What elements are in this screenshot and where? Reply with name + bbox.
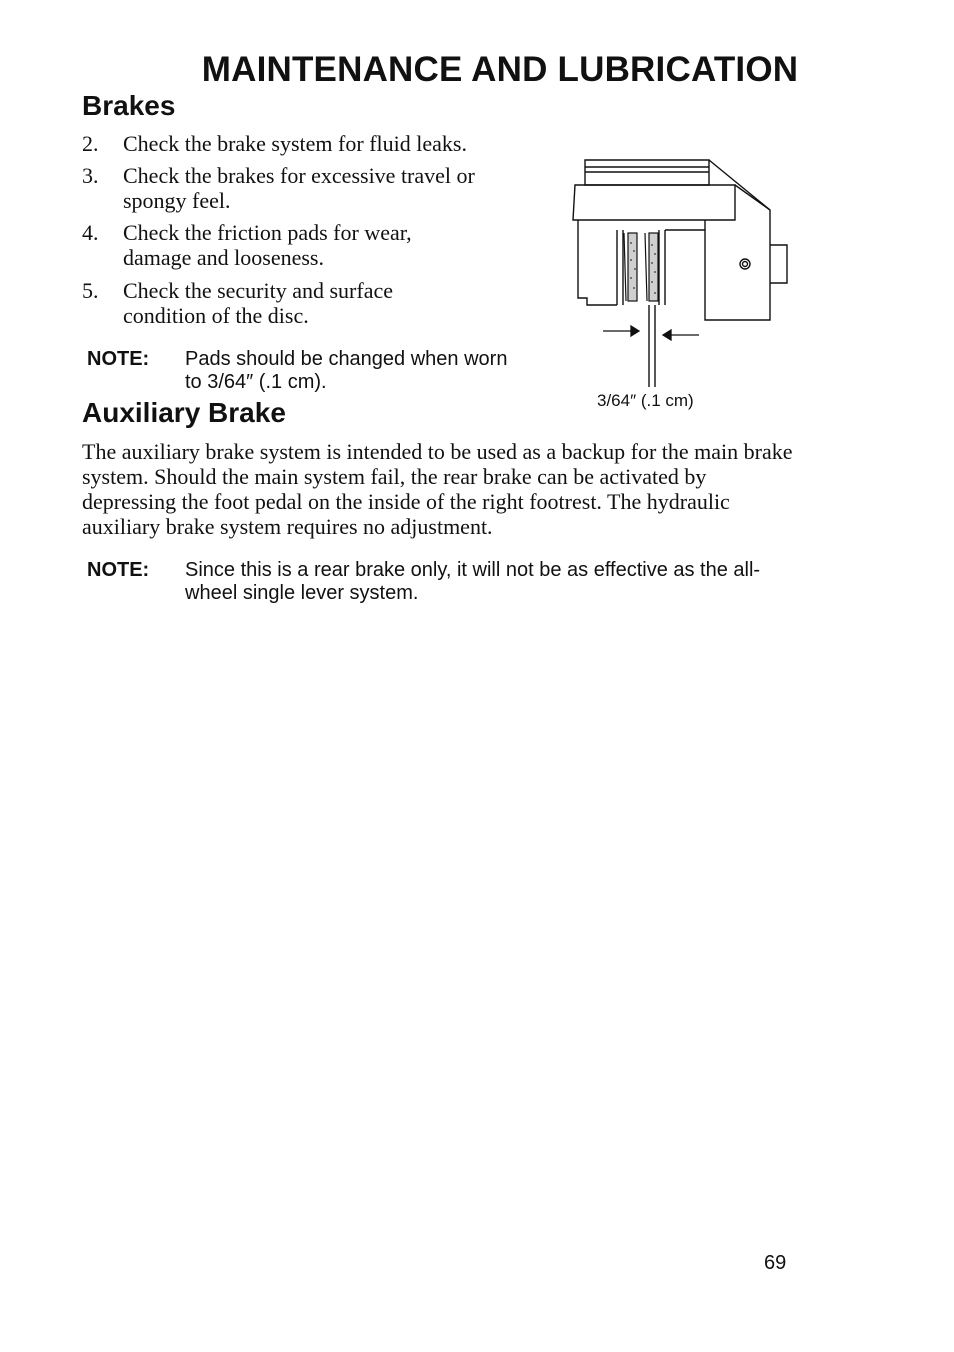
step-number: 2. [82, 131, 99, 156]
brakes-heading: Brakes [82, 90, 176, 121]
brake-steps-list [82, 131, 552, 328]
note-text: Pads should be changed when worn to 3/64″ (.1 cm). [185, 348, 508, 393]
note-label: NOTE: [87, 348, 150, 370]
note-text: Since this is a rear brake only, it will not be as effective as the all-wheel single lever system. [185, 559, 761, 604]
step-number: 4. [82, 220, 99, 245]
list-item [82, 163, 543, 213]
step-text: Check the friction pads for wear, damage and looseness. [123, 220, 412, 270]
list-item [82, 278, 453, 328]
note-label: NOTE: [87, 559, 150, 581]
figure-caption: 3/64″ (.1 cm) [597, 391, 694, 410]
page-number: 69 [764, 1252, 787, 1274]
step-text: Check the security and surface condition of the disc. [123, 278, 393, 328]
list-item [82, 220, 463, 270]
step-text: Check the brake system for fluid leaks. [123, 131, 467, 156]
auxiliary-brake-heading: Auxiliary Brake [82, 397, 286, 428]
list-item [82, 131, 563, 156]
step-number: 5. [82, 278, 99, 303]
step-text: Check the brakes for excessive travel or spongy feel. [123, 163, 475, 213]
brake-caliper-illustration-icon [565, 155, 795, 415]
auxiliary-brake-paragraph: The auxiliary brake system is intended to be used as a backup for the main brake system. Should the main system fail, the rear brake can be activated by depressing the foot pedal on the inside of the right footrest. The hydraulic auxiliary brake system requires no adjustment. [82, 439, 793, 539]
step-number: 3. [82, 163, 99, 188]
brake-caliper-figure [565, 155, 795, 415]
page-title: MAINTENANCE AND LUBRICATION [201, 50, 799, 89]
